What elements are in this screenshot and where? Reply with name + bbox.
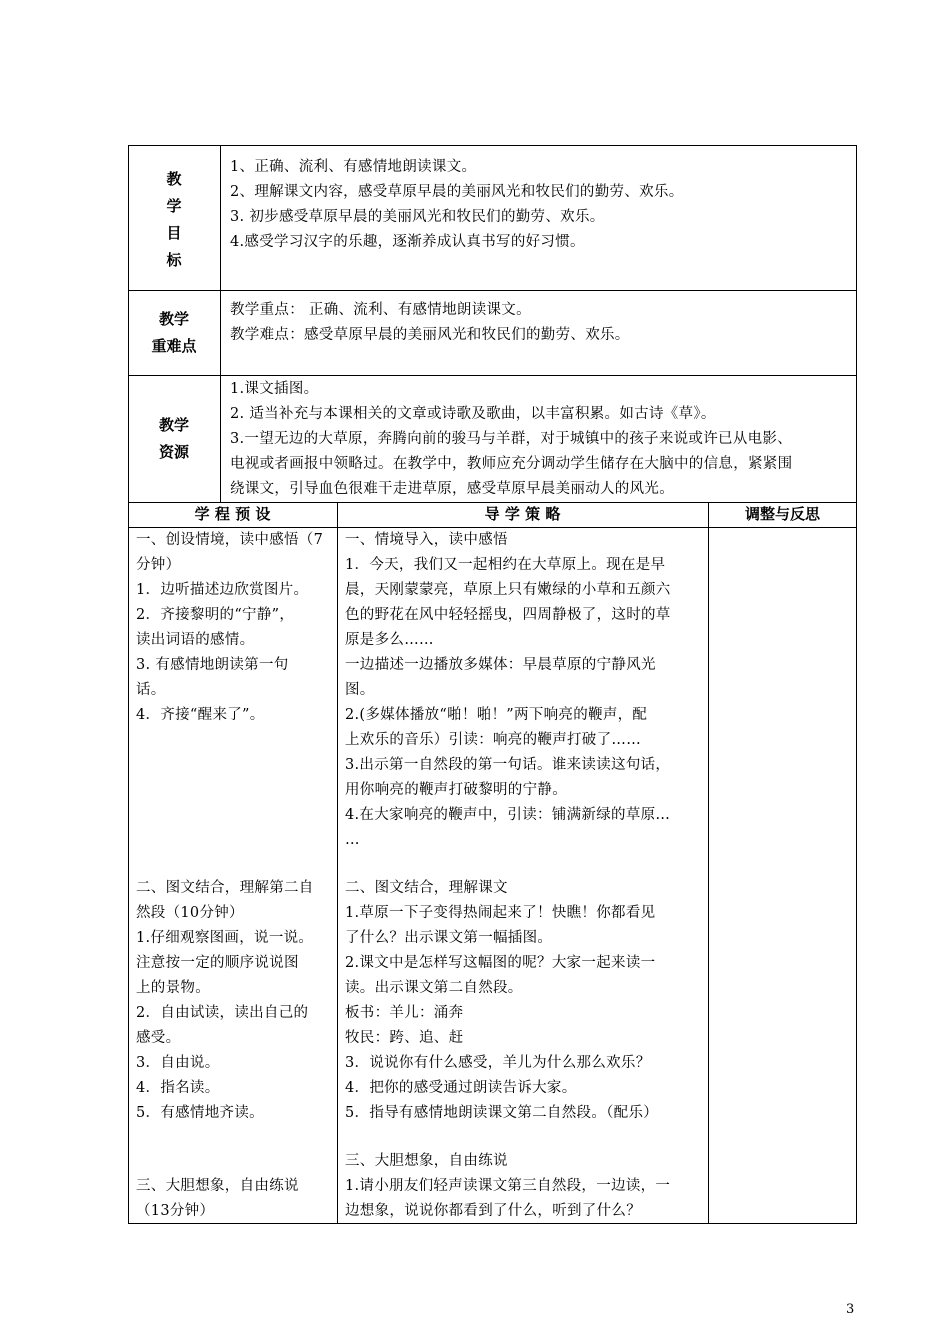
key-point-item: 教学重点： 正确、流利、有感情地朗读课文。 bbox=[230, 302, 531, 318]
objective-item: 3. 初步感受草原早晨的美丽风光和牧民们的勤劳、欢乐。 bbox=[230, 209, 605, 225]
guidance-line: 2.(多媒体播放“啪！啪！”两下响亮的鞭声，配 bbox=[345, 707, 648, 723]
guidance-line: 边想象，说说你都看到了什么，听到了什么？ bbox=[345, 1203, 641, 1219]
objective-item: 2、理解课文内容，感受草原早晨的美丽风光和牧民们的勤劳、欢乐。 bbox=[230, 184, 684, 200]
learning-part-3 bbox=[136, 1174, 299, 1224]
guidance-line: 原是多么…… bbox=[345, 632, 434, 648]
guidance-line: 图。 bbox=[345, 682, 375, 698]
objectives-label-char: 教 bbox=[166, 170, 182, 188]
objectives-text bbox=[230, 155, 684, 255]
resource-item: 2. 适当补充与本课相关的文章或诗歌及歌曲，以丰富积累。如古诗《草》。 bbox=[230, 406, 716, 422]
guidance-line: 三、大胆想象，自由练说 bbox=[345, 1153, 508, 1169]
resource-item: 3.一望无边的大草原，奔腾向前的骏马与羊群，对于城镇中的孩子来说或许已从电影、 bbox=[230, 431, 793, 447]
key-point-item: 教学难点：感受草原早晨的美丽风光和牧民们的勤劳、欢乐。 bbox=[230, 327, 630, 343]
reflection-column-header: 调整与反思 bbox=[744, 505, 820, 523]
resources-text bbox=[230, 377, 792, 502]
guidance-line: 一边描述一边播放多媒体：早晨草原的宁静风光 bbox=[345, 657, 656, 673]
guidance-line: 色的野花在风中轻轻摇曳，四周静极了，这时的草 bbox=[345, 607, 671, 623]
guidance-line: 3．说说你有什么感受，羊儿为什么那么欢乐？ bbox=[345, 1055, 651, 1071]
learning-line: 一、创设情境，读中感悟（7 bbox=[136, 532, 324, 548]
guidance-part-1 bbox=[345, 528, 671, 853]
guidance-line: 用你响亮的鞭声打破黎明的宁静。 bbox=[345, 782, 567, 798]
guidance-column-header: 导 学 策 略 bbox=[484, 505, 561, 523]
guidance-part-2 bbox=[345, 876, 658, 1126]
guidance-line: 4．把你的感受通过朗读告诉大家。 bbox=[345, 1080, 577, 1096]
guidance-line: 2.课文中是怎样写这幅图的呢？大家一起来读一 bbox=[345, 955, 656, 971]
learning-line: 3．自由说。 bbox=[136, 1055, 220, 1071]
learning-line: 上的景物。 bbox=[136, 980, 210, 996]
resources-label-line: 教学 bbox=[158, 416, 189, 434]
learning-line: 三、大胆想象，自由练说 bbox=[136, 1178, 299, 1194]
guidance-line: … bbox=[345, 832, 360, 848]
learning-line: 2．自由试读，读出自己的 bbox=[136, 1005, 309, 1021]
guidance-line: 晨，天刚蒙蒙亮，草原上只有嫩绿的小草和五颜六 bbox=[345, 582, 671, 598]
page-number: 3 bbox=[846, 1302, 855, 1317]
learning-line: 1．边听描述边欣赏图片。 bbox=[136, 582, 309, 598]
learning-line: 2．齐接黎明的“宁静”， bbox=[136, 607, 295, 623]
guidance-line: 板书：羊儿：涌奔 bbox=[345, 1005, 464, 1021]
learning-line: 话。 bbox=[136, 682, 166, 698]
guidance-line: 4.在大家响亮的鞭声中，引读：铺满新绿的草原… bbox=[345, 807, 671, 823]
learning-line: （13分钟） bbox=[136, 1203, 215, 1219]
learning-line: 然段（10分钟） bbox=[136, 905, 244, 921]
guidance-line: 5．指导有感情地朗读课文第二自然段。（配乐） bbox=[345, 1105, 659, 1121]
key-points-label-line: 重难点 bbox=[151, 337, 197, 355]
learning-part-2 bbox=[136, 876, 314, 1126]
guidance-line: 1.草原一下子变得热闹起来了！快瞧！你都看见 bbox=[345, 905, 656, 921]
learning-line: 感受。 bbox=[136, 1030, 181, 1046]
label-divider bbox=[220, 145, 221, 503]
column-divider-2 bbox=[708, 502, 709, 1224]
learning-line: 1.仔细观察图画，说一说。 bbox=[136, 930, 314, 946]
learning-line: 二、图文结合，理解第二自 bbox=[136, 880, 314, 896]
objective-item: 1、正确、流利、有感情地朗读课文。 bbox=[230, 159, 477, 175]
key-points-text bbox=[230, 298, 630, 348]
resources-label bbox=[128, 412, 220, 466]
guidance-line: 牧民：跨、追、赶 bbox=[345, 1030, 464, 1046]
resource-item: 绕课文，引导血色很难干走进草原，感受草原早晨美丽动人的风光。 bbox=[230, 481, 674, 497]
guidance-line: 上欢乐的音乐）引读：响亮的鞭声打破了…… bbox=[345, 732, 641, 748]
learning-line: 注意按一定的顺序说说图 bbox=[136, 955, 299, 971]
learning-line: 3. 有感情地朗读第一句 bbox=[136, 657, 289, 673]
learning-line: 4．齐接“醒来了”。 bbox=[136, 707, 265, 723]
guidance-line: 1.请小朋友们轻声读课文第三自然段，一边读，一 bbox=[345, 1178, 671, 1194]
resource-item: 电视或者画报中领略过。在教学中，教师应充分调动学生储存在大脑中的信息，紧紧围 bbox=[230, 456, 793, 472]
learning-line: 5．有感情地齐读。 bbox=[136, 1105, 264, 1121]
objectives-label bbox=[128, 166, 220, 274]
objectives-label-char: 目 bbox=[166, 224, 182, 242]
learning-column-header: 学 程 预 设 bbox=[194, 505, 271, 523]
guidance-line: 1．今天，我们又一起相约在大草原上。现在是早 bbox=[345, 557, 666, 573]
learning-line: 4．指名读。 bbox=[136, 1080, 220, 1096]
key-points-label bbox=[128, 306, 220, 360]
resources-label-line: 资源 bbox=[158, 443, 189, 461]
learning-part-1 bbox=[136, 528, 323, 728]
column-divider-1 bbox=[337, 502, 338, 1224]
guidance-line: 二、图文结合，理解课文 bbox=[345, 880, 508, 896]
objectives-label-char: 学 bbox=[166, 197, 182, 215]
guidance-line: 了什么？出示课文第一幅插图。 bbox=[345, 930, 553, 946]
learning-line: 读出词语的感情。 bbox=[136, 632, 255, 648]
guidance-line: 3.出示第一自然段的第一句话。谁来读读这句话， bbox=[345, 757, 671, 773]
resource-item: 1.课文插图。 bbox=[230, 381, 319, 397]
guidance-line: 读。出示课文第二自然段。 bbox=[345, 980, 523, 996]
objective-item: 4.感受学习汉字的乐趣，逐渐养成认真书写的好习惯。 bbox=[230, 234, 585, 250]
guidance-line: 一、情境导入，读中感悟 bbox=[345, 532, 508, 548]
learning-line: 分钟） bbox=[136, 557, 181, 573]
objectives-label-char: 标 bbox=[166, 251, 182, 269]
key-points-label-line: 教学 bbox=[158, 310, 189, 328]
guidance-part-3 bbox=[345, 1149, 670, 1224]
